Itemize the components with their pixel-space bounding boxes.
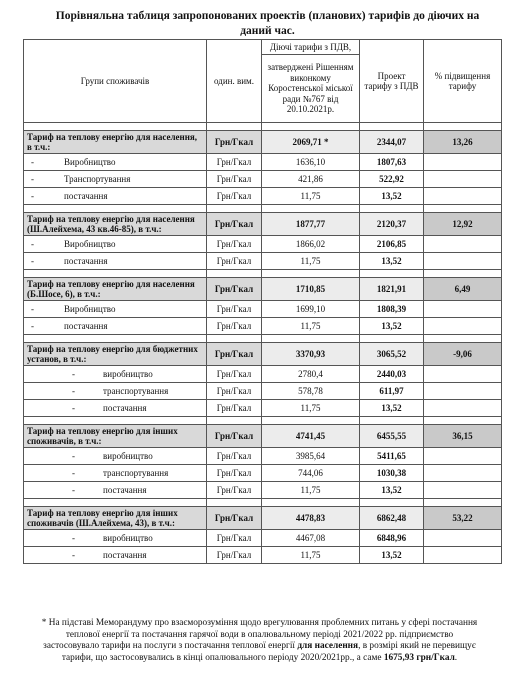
- header-current-bottom: затверджені Рішенням виконкому Коростенської міської ради №767 від 20.10.2021р.: [262, 55, 360, 123]
- row-increase-pct: [424, 188, 502, 205]
- row-unit: Грн/Гкал: [207, 366, 262, 383]
- group-current-tariff: 4741,45: [262, 425, 360, 448]
- spacer-cell: [424, 417, 502, 425]
- row-current-tariff: 1636,10: [262, 154, 360, 171]
- spacer-cell: [262, 335, 360, 343]
- footnote-text-3: .: [454, 652, 458, 663]
- row-name: виробництво: [103, 532, 153, 543]
- spacer-cell: [360, 205, 424, 213]
- spacer-cell: [262, 270, 360, 278]
- group-increase-pct: 13,26: [424, 131, 502, 154]
- table-row: [24, 366, 502, 383]
- row-project-tariff: 13,52: [360, 547, 424, 564]
- spacer-cell: [360, 335, 424, 343]
- group-project-tariff: 1821,91: [360, 278, 424, 301]
- group-increase-pct: 36,15: [424, 425, 502, 448]
- row-current-tariff: 11,75: [262, 400, 360, 417]
- row-dash: -: [72, 385, 75, 396]
- row-name-cell: [24, 383, 207, 400]
- row-increase-pct: [424, 318, 502, 335]
- row-project-tariff: 13,52: [360, 188, 424, 205]
- group-current-tariff: 1710,85: [262, 278, 360, 301]
- row-project-tariff: 6848,96: [360, 530, 424, 547]
- row-unit: Грн/Гкал: [207, 236, 262, 253]
- row-project-tariff: 13,52: [360, 253, 424, 270]
- group-current-tariff: 3370,93: [262, 343, 360, 366]
- spacer-cell: [424, 335, 502, 343]
- group-row: [24, 278, 502, 301]
- footnote-text-2: , в розмірі який не перевищує тарифи, що застосовувались в кінці опалювального періоду 2020/2021рр., а саме: [61, 641, 476, 663]
- spacer-cell: [360, 417, 424, 425]
- group-increase-pct: 12,92: [424, 213, 502, 236]
- footnote: [37, 618, 482, 664]
- spacer-row: [24, 123, 502, 131]
- row-name-cell: [24, 465, 207, 482]
- row-dash: -: [31, 303, 34, 314]
- group-unit: Грн/Гкал: [207, 131, 262, 154]
- spacer-cell: [24, 335, 207, 343]
- spacer-cell: [424, 205, 502, 213]
- spacer-cell: [24, 205, 207, 213]
- row-name: Виробництво: [64, 303, 116, 314]
- row-current-tariff: 1866,02: [262, 236, 360, 253]
- row-dash: -: [72, 532, 75, 543]
- row-unit: Грн/Гкал: [207, 253, 262, 270]
- group-unit: Грн/Гкал: [207, 507, 262, 530]
- row-increase-pct: [424, 530, 502, 547]
- table-row: [24, 253, 502, 270]
- row-current-tariff: 11,75: [262, 547, 360, 564]
- row-project-tariff: 2440,03: [360, 366, 424, 383]
- spacer-cell: [262, 205, 360, 213]
- spacer-cell: [360, 123, 424, 131]
- row-dash: -: [72, 484, 75, 495]
- row-name-cell: [24, 301, 207, 318]
- row-unit: Грн/Гкал: [207, 171, 262, 188]
- group-unit: Грн/Гкал: [207, 213, 262, 236]
- tariff-comparison-table: [23, 39, 502, 564]
- row-name: Транспортування: [64, 173, 131, 184]
- row-current-tariff: 1699,10: [262, 301, 360, 318]
- row-name: постачання: [64, 320, 108, 331]
- spacer-cell: [207, 335, 262, 343]
- row-unit: Грн/Гкал: [207, 448, 262, 465]
- spacer-cell: [262, 499, 360, 507]
- spacer-row: [24, 335, 502, 343]
- group-project-tariff: 6455,55: [360, 425, 424, 448]
- row-current-tariff: 11,75: [262, 188, 360, 205]
- row-name: транспортування: [103, 467, 169, 478]
- spacer-cell: [24, 417, 207, 425]
- row-current-tariff: 11,75: [262, 318, 360, 335]
- spacer-row: [24, 270, 502, 278]
- table-row: [24, 400, 502, 417]
- row-name: постачання: [103, 484, 147, 495]
- group-unit: Грн/Гкал: [207, 425, 262, 448]
- header-current-top: Діючі тарифи з ПДВ,: [262, 40, 360, 55]
- row-unit: Грн/Гкал: [207, 465, 262, 482]
- row-name: Виробництво: [64, 238, 116, 249]
- row-increase-pct: [424, 366, 502, 383]
- group-project-tariff: 2344,07: [360, 131, 424, 154]
- row-increase-pct: [424, 301, 502, 318]
- row-increase-pct: [424, 253, 502, 270]
- row-increase-pct: [424, 171, 502, 188]
- group-current-tariff: 1877,77: [262, 213, 360, 236]
- row-project-tariff: 13,52: [360, 400, 424, 417]
- group-current-tariff: 2069,71 *: [262, 131, 360, 154]
- row-name-cell: [24, 188, 207, 205]
- group-increase-pct: -9,06: [424, 343, 502, 366]
- row-project-tariff: 1030,38: [360, 465, 424, 482]
- row-name-cell: [24, 482, 207, 499]
- row-name: постачання: [103, 549, 147, 560]
- row-dash: -: [72, 467, 75, 478]
- group-project-tariff: 6862,48: [360, 507, 424, 530]
- row-current-tariff: 11,75: [262, 253, 360, 270]
- spacer-cell: [424, 270, 502, 278]
- row-dash: -: [31, 238, 34, 249]
- row-name-cell: [24, 530, 207, 547]
- header-pct: % підвищення тарифу: [424, 40, 502, 123]
- header-project: Проект тарифу з ПДВ: [360, 40, 424, 123]
- footnote-bold-2: 1675,93 грн/Гкал: [383, 652, 455, 663]
- row-current-tariff: 3985,64: [262, 448, 360, 465]
- row-dash: -: [72, 368, 75, 379]
- spacer-cell: [24, 499, 207, 507]
- header-row: [24, 40, 502, 55]
- row-project-tariff: 522,92: [360, 171, 424, 188]
- row-dash: -: [72, 450, 75, 461]
- row-project-tariff: 611,97: [360, 383, 424, 400]
- row-increase-pct: [424, 400, 502, 417]
- row-increase-pct: [424, 236, 502, 253]
- group-increase-pct: 6,49: [424, 278, 502, 301]
- row-name: постачання: [64, 190, 108, 201]
- group-project-tariff: 2120,37: [360, 213, 424, 236]
- row-dash: -: [31, 173, 34, 184]
- row-dash: -: [31, 255, 34, 266]
- spacer-cell: [24, 270, 207, 278]
- row-name-cell: [24, 547, 207, 564]
- row-current-tariff: 11,75: [262, 482, 360, 499]
- row-increase-pct: [424, 154, 502, 171]
- row-unit: Грн/Гкал: [207, 154, 262, 171]
- row-increase-pct: [424, 383, 502, 400]
- row-increase-pct: [424, 465, 502, 482]
- spacer-cell: [207, 499, 262, 507]
- group-unit: Грн/Гкал: [207, 343, 262, 366]
- table-row: [24, 448, 502, 465]
- row-current-tariff: 578,78: [262, 383, 360, 400]
- table-row: [24, 465, 502, 482]
- row-increase-pct: [424, 448, 502, 465]
- header-group: Групи споживачів: [24, 40, 207, 123]
- table-row: [24, 154, 502, 171]
- row-name-cell: [24, 400, 207, 417]
- group-row: [24, 131, 502, 154]
- spacer-row: [24, 417, 502, 425]
- row-name-cell: [24, 253, 207, 270]
- group-name: Тариф на теплову енергію для населення, в т.ч.:: [24, 131, 207, 154]
- row-project-tariff: 2106,85: [360, 236, 424, 253]
- group-increase-pct: 53,22: [424, 507, 502, 530]
- spacer-cell: [207, 270, 262, 278]
- row-current-tariff: 2780,4: [262, 366, 360, 383]
- row-dash: -: [31, 190, 34, 201]
- row-unit: Грн/Гкал: [207, 547, 262, 564]
- table-row: [24, 318, 502, 335]
- row-dash: -: [31, 320, 34, 331]
- row-name-cell: [24, 236, 207, 253]
- row-unit: Грн/Гкал: [207, 400, 262, 417]
- row-dash: -: [72, 402, 75, 413]
- group-name: Тариф на теплову енергію для інших споживачів, в т.ч.:: [24, 425, 207, 448]
- row-current-tariff: 4467,08: [262, 530, 360, 547]
- spacer-cell: [207, 417, 262, 425]
- document-title: Порівняльна таблиця запропонованих проектів (планових) тарифів до діючих на даний час.: [55, 10, 480, 37]
- spacer-cell: [424, 499, 502, 507]
- spacer-cell: [424, 123, 502, 131]
- row-dash: -: [72, 549, 75, 560]
- group-name: Тариф на теплову енергію для населення (Ш.Алейхема, 43 кв.46-85), в т.ч.:: [24, 213, 207, 236]
- group-row: [24, 425, 502, 448]
- group-row: [24, 507, 502, 530]
- row-project-tariff: 13,52: [360, 482, 424, 499]
- row-name-cell: [24, 154, 207, 171]
- row-name: Виробництво: [64, 156, 116, 167]
- row-name-cell: [24, 448, 207, 465]
- row-current-tariff: 744,06: [262, 465, 360, 482]
- group-row: [24, 343, 502, 366]
- table-row: [24, 236, 502, 253]
- row-name: постачання: [64, 255, 108, 266]
- spacer-cell: [262, 417, 360, 425]
- spacer-cell: [24, 123, 207, 131]
- row-unit: Грн/Гкал: [207, 301, 262, 318]
- row-name-cell: [24, 366, 207, 383]
- spacer-cell: [207, 205, 262, 213]
- header-unit: один. вим.: [207, 40, 262, 123]
- row-increase-pct: [424, 482, 502, 499]
- row-project-tariff: 5411,65: [360, 448, 424, 465]
- row-name: транспортування: [103, 385, 169, 396]
- spacer-cell: [360, 499, 424, 507]
- row-unit: Грн/Гкал: [207, 482, 262, 499]
- group-row: [24, 213, 502, 236]
- footnote-text-1: * На підставі Меморандуму про взаєморозуміння щодо врегулювання проблемних питань у сфері постачання теплової енергії та постачання гарячої води в опалювальному періоді 2021/2022 рр. підприємство застосовувало тарифи на послуги з постачання теплової енергії: [41, 618, 478, 651]
- table-row: [24, 301, 502, 318]
- table-body: [24, 40, 502, 564]
- table-row: [24, 547, 502, 564]
- table-row: [24, 383, 502, 400]
- row-unit: Грн/Гкал: [207, 383, 262, 400]
- row-project-tariff: 1807,63: [360, 154, 424, 171]
- row-current-tariff: 421,86: [262, 171, 360, 188]
- row-name: виробництво: [103, 450, 153, 461]
- footnote-bold-1: для населення: [297, 641, 359, 651]
- spacer-cell: [207, 123, 262, 131]
- group-current-tariff: 4478,83: [262, 507, 360, 530]
- row-project-tariff: 1808,39: [360, 301, 424, 318]
- row-name-cell: [24, 171, 207, 188]
- group-name: Тариф на теплову енергію для населення (Б.Шосе, 6), в т.ч.:: [24, 278, 207, 301]
- spacer-row: [24, 499, 502, 507]
- spacer-row: [24, 205, 502, 213]
- row-unit: Грн/Гкал: [207, 530, 262, 547]
- group-project-tariff: 3065,52: [360, 343, 424, 366]
- row-name-cell: [24, 318, 207, 335]
- group-name: Тариф на теплову енергію для бюджетних установ, в т.ч.:: [24, 343, 207, 366]
- spacer-cell: [262, 123, 360, 131]
- row-unit: Грн/Гкал: [207, 188, 262, 205]
- row-increase-pct: [424, 547, 502, 564]
- group-unit: Грн/Гкал: [207, 278, 262, 301]
- row-dash: -: [31, 156, 34, 167]
- group-name: Тариф на теплову енергію для інших споживачів (Ш.Алейхема, 43), в т.ч.:: [24, 507, 207, 530]
- row-project-tariff: 13,52: [360, 318, 424, 335]
- row-unit: Грн/Гкал: [207, 318, 262, 335]
- spacer-cell: [360, 270, 424, 278]
- table-row: [24, 530, 502, 547]
- table-row: [24, 482, 502, 499]
- row-name: виробництво: [103, 368, 153, 379]
- table-row: [24, 171, 502, 188]
- row-name: постачання: [103, 402, 147, 413]
- table-row: [24, 188, 502, 205]
